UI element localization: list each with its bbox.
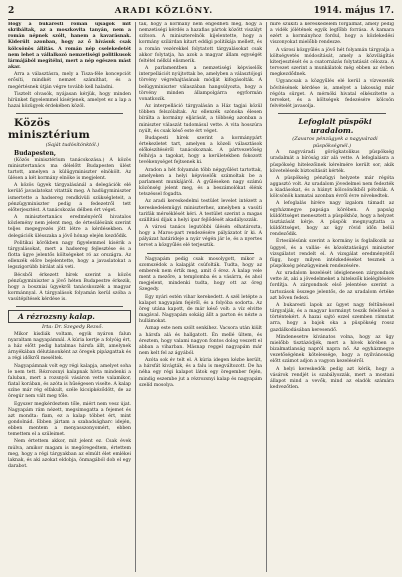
paragraph: A lefoglalás hírére nagy izgalom támadt az egyházmegye papsága körében. A papság küldöttséget menesztett a püspökhöz, hogy a helyzet tisztázását kérje. A püspök megnyugtatta a küldöttséget, hogy az ügy rövid időn belül rendeződik. [270,201,394,238]
paragraph: Aradon a hét folyamán több népgyűlést tartottak, amelyeken a helyi képviselők számoltak be a parlament munkájáról. A gyűléseken nagy számú közönség jelent meg, és a beszámolókat élénk tetszéssel fogadta. [139,167,262,198]
article-subheading: (Saját tudósítónktól.) [45,142,100,149]
paragraph: Nagyapám pedig csak mosolygott, mikor a szomszédok a kalapját csúfolták. Tudta, hogy az emberek nem értik meg, amit ő érez. A kalap vele ment a mezőre, a templomba és a vásárra, és ahol megjelent, mindenki tudta, hogy ott az öreg Szegedy. [139,256,262,293]
paragraph: Azóta sok év telt el. A kúria idegen kézbe került, a hársfát kivágták, és a falu is megváltozott. De ha néha egy régi kalapot látok egy öregember fején, mindig eszembe jut a rézrozsnyi kalap és nagyapám szelíd mosolya. [139,358,262,388]
paragraph: Az interpelláció tárgyalásán a Ház tagjai közül többen felszólaltak. Az ellenzék szónoka élesen bírálta a kormány eljárását, a többség azonban a miniszter válaszát tudomásul vette. A vita hosszúra nyúlt, és csak késő este ért véget. [139,104,262,134]
paragraph: Hogy a bukaresti román újságok mit skribáltak, az a moszkovita tanyán, nem a román népnek szólt, hanem a kavarásnak. Kiderült azonban, hogy az ő hívásuk csak kölcsönös állítás. A román nép cselekedetét nem lehet a vállalkozó nemzetiségi politikusok lármájából megítélni, mert a nép egészen mást akar. [8,22,131,71]
paragraph: Egy nyári estén vihar kerekedett. A szél letépte a kalapot nagyapám fejéről, és a folyóba sodorta. Az öreg utána kapott, de már késő volt: a víz elvitte magával. Nagyapám sokáig állt a parton és nézte a hullámokat. [139,294,262,325]
paragraph: Nem értettem akkor, mit jelent ez. Csak évek múlva, amikor magam is megöregedtem, értettem meg, hogy a régi tárgyakban az elmúlt élet emlékei laknak, és aki azokat eldobja, önmagából dob el egy darabot. [8,439,131,470]
article-heading: Közös minisztérium [8,117,90,142]
paragraph: A parlamentben a nemzetiségi képviselők interpellációt nyújtottak be, amelyben a választójogi törvény végrehajtásának módját kifogásolták. A belügyminiszter válaszában hangsúlyozta, hogy a törvény minden állampolgárra egyformán vonatkozik. [139,66,262,102]
page-number: 2 [8,6,15,16]
paragraph: A bukaresti lapok az ügyet nagy feltűnéssel tárgyalják, és a magyar kormányt teszik felelőssé a történtekért. A hazai sajtó ezzel szemben rámutat arra, hogy a bajok oka a püspökség rossz gazdálkodásában keresendő. [270,302,394,333]
separator [278,113,386,114]
separator [147,253,254,254]
paragraph: Egyszer megkérdeztem tőle, miért nem vesz újat. Nagyapám rám nézett, megsimogatta a fejemet és azt mondta: fiam, ez a kalap többet ért, mint gondolnád. Ebben jártam a szabadságharc idején, ebben mentem a menyasszonyomért, ebben temettem el a szüleimet. [8,401,131,438]
paragraph: Az aradi kereskedelmi testület levelet intézett a kereskedelemügyi miniszterhez, amelyben a vasúti tarifák mérséklését kéri. A testület szerint a magas szállítási díjak a helyi ipar fejlődését akadályozzák. [139,199,262,223]
paragraph: (Közös minisztérium tanácskozása.) A közös minisztertanács ma délelőtt Budapesten ülést tartott, amelyen a külügyminiszter elnökölt. Az ülésen a két kormány elnöke is megjelent. [8,157,131,182]
paragraph: A városi közgyűlés a jövő hét folyamán tárgyalja a költségvetés módosítását, amely a közvilágítás kiterjesztését és a csatornázás folytatását célozza. A tervezet szerint a munkálatok még ebben az évben megkezdődnek. [270,47,394,78]
paragraph: A püspökség pénzügyi helyzete már régóta aggasztó volt. Az uradalom jövedelmei nem fedezték a kiadásokat, és a hiányt kölcsönökből pótolták. A kölcsönök kamatai azonban évről évre növekedtek. [270,175,394,200]
paragraph: Értesülésünk szerint a kormány is foglalkozik az üggyel, és a vallás- és közoktatásügyi miniszter vizsgálatot rendelt el. A vizsgálat eredményétől függ, hogy milyen intézkedéseket tesznek a püspökség pénzügyeinek rendezésére. [270,239,394,269]
paragraph: A városi tanács legutóbbi ülésén elhatározta, hogy a Maros-part rendezésére pályázatot ír ki. A pályázat határideje a nyár végén jár le, és a nyertes tervet a közgyűlés elé terjesztik. [139,225,262,249]
paragraph: Arra a választásra, mely a Tisza-féle koncepciót erősíti, mindkét nemzet számíthat, és a megértésnek útján végre tovább kell haladni. [8,72,131,90]
paragraph: mire szűkíti a kereskedelem forgalmát, amely pedig a vidék jólétének egyik legfőbb forrása. A kamara ezért a kormányhoz fordul, hogy a közlekedési viszonyokat mielőbb rendezze. [270,22,394,46]
column-rule [135,22,136,572]
paragraph: Mindenesetre kívánatos volna, hogy az ügy mielőbb tisztázódjék, mert a hívek körében a bizalmatlanság napról napra nő. Az egyházmegye vezetőségének kötelessége, hogy a nyilvánosság előtt számot adjon a vagyon kezeléséről. [270,334,394,365]
column-2 [139,22,262,572]
newspaper-title: ARADI KÖZLÖNY. [114,6,214,16]
dateline: Budapesten, [14,149,56,157]
paragraph: Nagyapámnak volt egy régi kalapja, amelyet soha le nem tett. Rézrozsnyi kalapnak hívta mindenki a faluban, mert a rozsnyói vásáron vette valamikor, fiatal korában, és azóta is hűségesen viselte. A kalap színe már rég elfakult, széle kicsipkéződött, de az öregúr nem vált meg tőle. [8,363,131,400]
issue-date: 1914. május 17. [313,6,394,16]
columns [8,22,394,572]
feuilleton-author: Irta: Dr. Szegedy Rezső. [42,324,103,331]
paragraph: Tisztelt olvasók, nyájasan kérjük, hogy minden hírünket figyelemmel kísérjenek, amelyet ez a lap a hazai közügyek érdekében közöl. [8,91,131,110]
paragraph: Bécsből érkezett hírek szerint a közös pénzügyminiszter a jövő héten Budapestre érkezik, hogy a boszniai ügyekről tanácskozzék a magyar kormánnyal. A tárgyalások folyamán kerül szóba a vasútépítések kérdése is. [8,272,131,303]
column-rule [266,22,267,572]
paragraph: Az uradalom kezelését ideiglenesen zárgondnok vette át, aki a jövedelmeket a hitelezők kielégítésére fordítja. A zárgondnok első jelentése szerint a tartozások összege jelentős, de az uradalom értéke azt bőven fedezi. [270,271,394,301]
header-rule [8,19,394,20]
paragraph: Mikor kisdiák voltam, egyik nyáron falun nyaraltam nagyapámnál. A kúria kertje a folyóig ért, a ház előtt pedig hatalmas hársfa állt, amelynek árnyékában délutánonként az öregek pipázgattak és a régi időkről meséltek. [8,331,131,362]
paragraph: A nagyváradi görögkatolikus püspökség uradalmát a bíróság zár alá vette. A lefoglalásra a püspökség hitelezőinek kérelmére került sor, akik követeléseik biztosítását kérték. [270,150,394,174]
separator [16,113,123,114]
article-heading: Lefoglalt püspöki uradalom. [298,117,372,136]
column-1 [8,22,131,572]
paragraph: tak, hogy a kormány nem engedheti meg, hogy a nemzetiségi kérdés a hazafias pártok között viszályt szítson. A miniszterelnök kijelentette, hogy a kormány szilárdan kitart eddigi politikája mellett, és a román vezérekkel folytatott tárgyalásokat csak akkor folytatja, ha azok a magyar állam egységét feltétel nélkül elismerik. [139,22,262,64]
paragraph: Ugyancsak a közgyűlés elé kerül a vízvezeték bővítésének kérdése is, amelyet a lakosság már régóta sürget. A mérnöki hivatal elkészítette a terveket, és a költségek fedezésére kölcsön felvételét javasolja. [270,79,394,110]
feuilleton-heading: A rézrozsny kalap. [8,310,131,323]
separator [16,306,123,307]
paragraph: Politikai körökben nagy figyelemmel kísérik a tárgyalásokat, mert a hadsereg fejlesztése és a flotta ügye jelentős költségeket ró az országra. Az ellenzék előre bejelentette, hogy a javaslatokat a legszigorúbb bírálat alá veti. [8,240,131,271]
page-header [8,4,394,18]
paragraph: A minisztertanács eredményéről hivatalos közlemény nem jelent meg, de értesülésünk szerint teljes megegyezés jött létre a kérdésekben. A delegációk ülésszaka a jövő hónap elején kezdődik. [8,215,131,239]
paragraph: A közös ügyek tárgyalásánál a delegációk elé kerülő javaslatokat vitatták meg. A hadügyminiszter ismertette a hadsereg rendkívüli szükségleteit, a pénzügyminiszter pedig a fedezetről tett előterjesztést. A tanácskozás délben ért véget. [8,183,131,213]
article-subheading: (Zavaros pénzügyek a nagyváradi püspökségnél.) [292,136,378,149]
column-3 [270,22,394,572]
paragraph: A helyi kereskedők pedig azt kérik, hogy a vásárok rendjét is szabályozzák, mert a mostani állapot mind a vevők, mind az eladók számára kedvezőtlen. [270,366,394,390]
paragraph: Budapesti hírek szerint a kormánypárt értekezletet tart, amelyen a közeli választások előkészítéséről tanácskoznak. A pártvezetőség felhívja a tagokat, hogy a kerületekben fokozott tevékenységet fejtsenek ki. [139,135,262,166]
paragraph: Aznap este nem szólt senkihez. Vacsora után kiült a hársfa alá és hallgatott. Én mellé ültem, és éreztem, hogy valami nagyon fontos dolog veszett el abban a viharban. Másnap reggel nagyapám már nem kelt fel az ágyából. [139,326,262,356]
